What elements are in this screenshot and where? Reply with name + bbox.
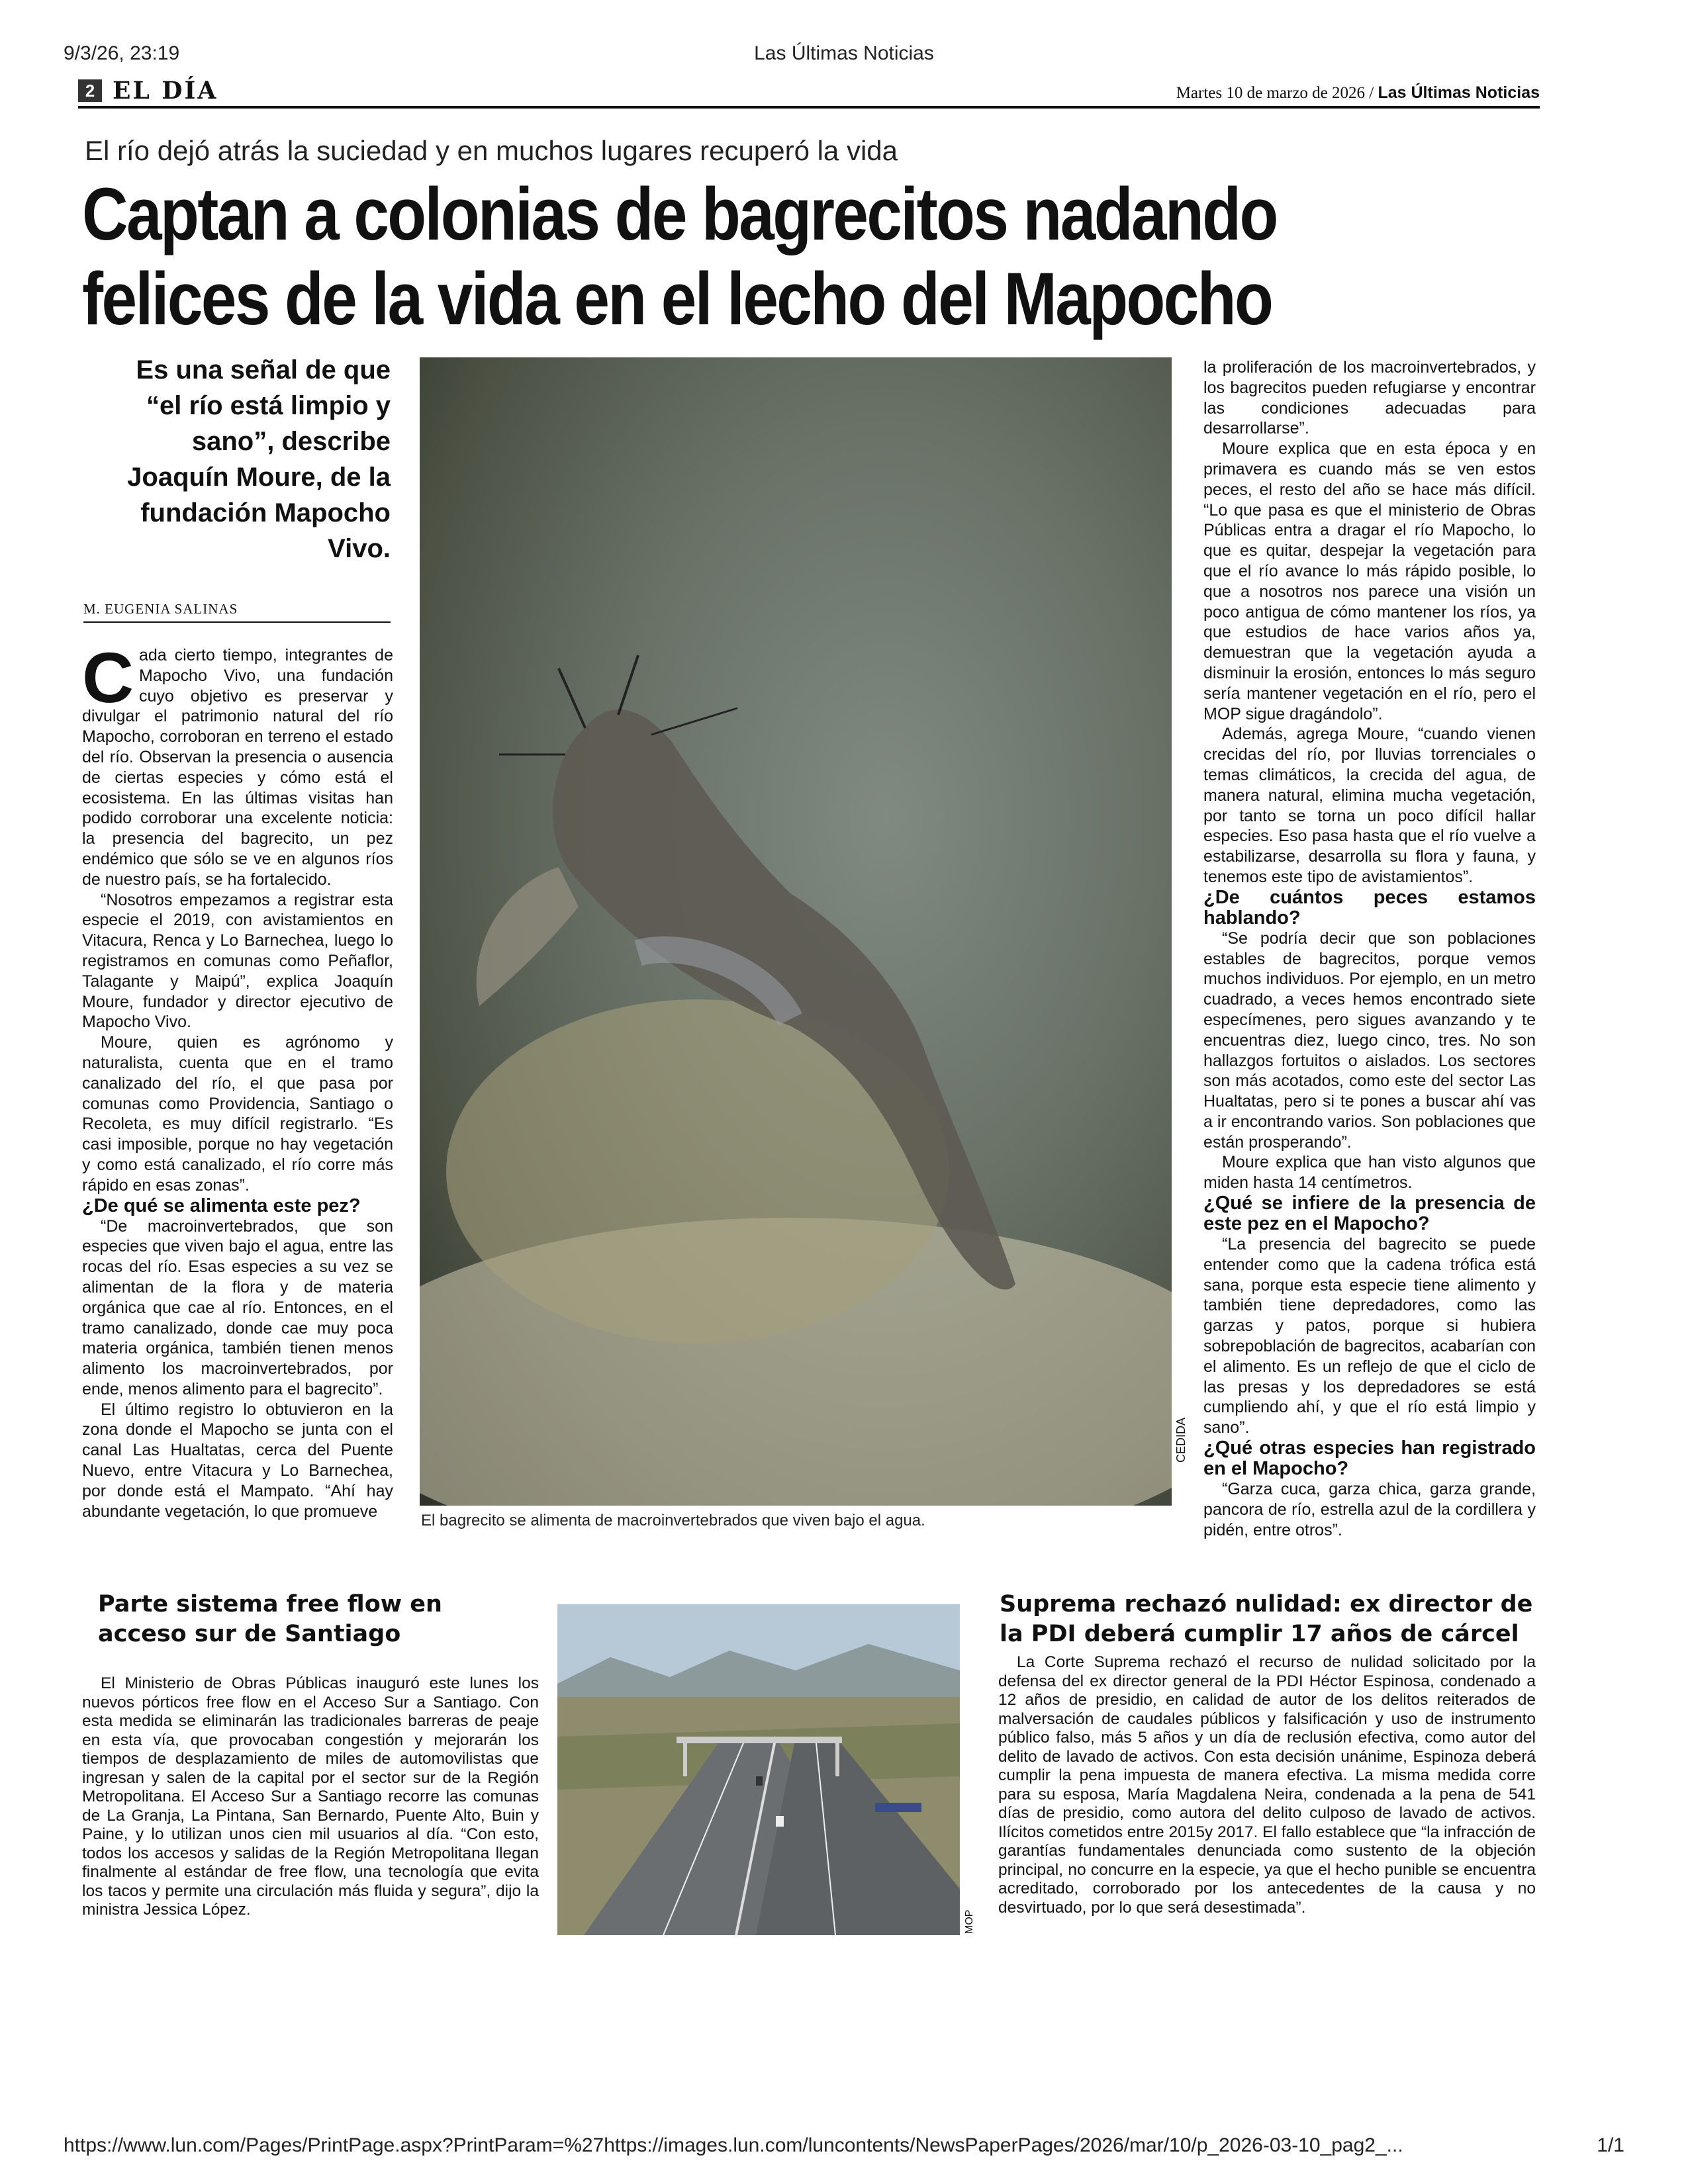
photo-credit: CEDIDA	[1174, 1417, 1188, 1463]
bagrecito-photo	[420, 357, 1172, 1506]
paragraph: Moure explica que han visto algunos que miden hasta 14 centímetros.	[1203, 1153, 1536, 1193]
question-heading: ¿Qué otras especies han registrado en el Mapocho?	[1203, 1437, 1536, 1480]
paragraph: “Garza cuca, garza chica, garza grande, pancora de río, estrella azul de la cordillera y pidén, entre otros”.	[1203, 1480, 1536, 1539]
article-column-left	[82, 645, 393, 1539]
highway-photo	[557, 1604, 960, 1935]
print-page-title: Las Últimas Noticias	[754, 42, 934, 64]
section-name: EL DÍA	[113, 77, 218, 105]
paragraph: “De macroinvertebrados, que son especies que viven bajo el agua, entre las rocas del río. Esas especies a su vez se alimentan de la flora y de materia orgánica que cae al río. Entonces, en el tramo canalizado, donde cae muy poca materia orgánica, también tienen menos alimento los macroinvertebrados, por ende, menos alimento para el bagrecito”.	[82, 1216, 393, 1398]
drop-cap: C	[82, 645, 134, 717]
paragraph: “La presencia del bagrecito se puede entender como que la cadena trófica está sana, porque esta especie tiene alimento y también tiene depredadores, como las garzas y patos, porque si hubiera sobrepoblación de bagrecitos, acabarían con el alimento. Es un reflejo de que el ciclo de las presas y los depredadores se está cumpliendo ahí, y que el río está limpio y sano”.	[1203, 1235, 1536, 1437]
issue-date: Martes 10 de marzo de 2026	[1176, 84, 1366, 102]
paragraph: Además, agrega Moure, “cuando vienen crecidas del río, por lluvias torrenciales o temas climáticos, la crecida del agua, de manera natural, elimina mucha vegetación, por tanto se torna un poco difícil hallar especies. Eso pasa hasta que el río vuelve a estabilizarse, desarrolla su flora y fauna, y tenemos este tipo de avistamientos”.	[1203, 725, 1536, 886]
masthead	[78, 78, 1540, 109]
print-page-count: 1/1	[1597, 2134, 1624, 2156]
print-url: https://www.lun.com/Pages/PrintPage.aspx?PrintParam=%27https://images.lun.com/luncontents/NewsPaperPages/2026/mar/10/p_2026-03-10_pag2_...	[64, 2134, 1403, 2156]
paper-name: Las Últimas Noticias	[1378, 83, 1540, 102]
paragraph: La Corte Suprema rechazó el recurso de nulidad solicitado por la defensa del ex director general de la PDI Héctor Espinosa, condenado a 12 años de presidio, en calidad de autor de los delitos reiterados de malversación de caudales públicos y falsificación y uso de instrumento público falso, más 5 años y un día de reclusión efectiva, como autor del delito de lavado de activos. Con esta decisión unánime, Espinoza deberá cumplir la pena impuesta de manera efectiva. La misma medida corre para su esposa, María Magdalena Neira, condenada a la pena de 541 días de presidio, como autora del delito culposo de lavado de activos. Ilícitos cometidos entre 2015y 2017. El fallo establece que “la infracción de garantías fundamentales denunciada como sustento de la objeción principal, no concurre en la especie, ya que el hecho punible se encuentra acreditado, corroborado por los antecedentes de la causa y no desvirtuado, por lo que será desestimada”.	[998, 1653, 1536, 1917]
paragraph: Moure explica que en esta época y en primavera es cuando más se ven estos peces, el resto del año se hace más difícil. “Lo que pasa es que el ministerio de Obras Públicas entra a dragar el río Mapocho, lo que es quitar, despejar la vegetación para que el río avance lo más rápido posible, lo que a nosotros nos parece una visión un poco antigua de cómo mantener los ríos, ya que estudios de hace varios años ya, demuestran que la vegetación ayuda a disminuir la erosión, entonces lo más seguro sería mantener vegetación en el río, pero el MOP sigue dragándolo”.	[1203, 439, 1536, 723]
paragraph: El último registro lo obtuvieron en la zona donde el Mapocho se junta con el canal Las Hualtatas, cerca del Puente Nuevo, entre Vitacura y Lo Barnechea, por donde está el Mampato. “Ahí hay abundante vegetación, lo que promueve	[82, 1400, 393, 1521]
photo-credit: MOP	[964, 1909, 975, 1934]
article-kicker: El río dejó atrás la suciedad y en muchos lugares recuperó la vida	[85, 135, 898, 166]
question-heading: ¿De cuántos peces estamos hablando?	[1203, 886, 1536, 929]
byline: M. EUGENIA SALINAS	[83, 601, 391, 623]
question-heading: ¿Qué se infiere de la presencia de este pez en el Mapocho?	[1203, 1193, 1536, 1235]
question-heading: ¿De qué se alimenta este pez?	[82, 1195, 361, 1216]
paragraph: “Nosotros empezamos a registrar esta especie el 2019, con avistamientos en Vitacura, Renca y Lo Barnechea, luego lo registramos en comunas como Peñaflor, Talagante y Maipú”, explica Joaquín Moure, fundador y director ejecutivo de Mapocho Vivo.	[82, 890, 393, 1032]
paragraph	[82, 645, 393, 890]
paragraph: la proliferación de los macroinvertebrados, y los bagrecitos pueden refugiarse y encontrar las condiciones adecuadas para desarrollarse”.	[1203, 358, 1536, 438]
page-number: 2	[78, 79, 102, 102]
photo-caption: El bagrecito se alimenta de macroinvertebrados que viven bajo el agua.	[421, 1512, 925, 1529]
headline-line-2: felices de la vida en el lecho del Mapocho	[82, 257, 1272, 340]
brief-suprema-title: Suprema rechazó nulidad: ex director de la PDI deberá cumplir 17 años de cárcel	[1000, 1591, 1533, 1647]
headline-line-1: Captan a colonias de bagrecitos nadando	[82, 173, 1277, 255]
paragraph-text: ada cierto tiempo, integrantes de Mapocho Vivo, una fundación cuyo objetivo es preservar y divulgar el patrimonio natural del río Mapocho, corroboran en terreno el estado del río. Observan la presencia o ausencia de ciertas especies y cómo está el ecosistema. En las últimas visitas han podido corroborar una excelente noticia: la presencia del bagrecito, un pez endémico que sólo se ve en algunos ríos de nuestro país, se ha fortalecido.	[82, 646, 393, 889]
article-column-right	[1203, 357, 1536, 1542]
dateline-separator: /	[1369, 84, 1374, 102]
brief-suprema-body	[998, 1653, 1536, 1964]
paragraph: El Ministerio de Obras Públicas inauguró este lunes los nuevos pórticos free flow en el Acceso Sur a Santiago. Con esta medida se eliminarán las tradicionales barreras de peaje en esta vía, que provocaban congestión y mejorarán los tiempos de desplazamiento de miles de automovilistas que ingresan y salen de la capital por el sector sur de la Región Metropolitana. El Acceso Sur a Santiago recorre las comunas de La Granja, La Pintana, San Bernardo, Puente Alto, Buin y Paine, y lo utilizan unos cien mil usuarios al día. “Con esto, todos los accesos y salidas de la Región Metropolitana llegan finalmente al estándar de free flow, una tecnología que evita los tacos y permite una circulación más fluida y segura”, dijo la ministra Jessica López.	[82, 1674, 539, 1919]
fish-illustration	[420, 357, 1172, 1506]
article-deck: Es una señal de que “el río está limpio y sano”, describe Joaquín Moure, de la fundación Mapocho Vivo.	[127, 355, 391, 563]
paragraph: Moure, quien es agrónomo y naturalista, cuenta que en el tramo canalizado del río, el que pasa por comunas como Providencia, Santiago o Recoleta, es muy difícil registrarlo. “Es casi imposible, porque no hay vegetación y como está canalizado, el río corre más rápido en esas zonas”.	[82, 1033, 393, 1195]
brief-freeflow-title: Parte sistema free flow en acceso sur de Santiago	[98, 1591, 442, 1647]
dateline	[1176, 83, 1540, 103]
highway-illustration	[557, 1604, 960, 1935]
print-datetime: 9/3/26, 23:19	[64, 42, 180, 64]
paragraph: “Se podría decir que son poblaciones estables de bagrecitos, porque vemos muchos individuos. Por ejemplo, en un metro cuadrado, a veces hemos encontrado siete especímenes, pero sigues avanzando y te encuentras diez, luego cinco, tres. No son hallazgos fortuitos o aislados. Los sectores son más acotados, como este del sector Las Hualtatas, pero si te pones a buscar ahí vas a ir encontrando varios. Son poblaciones que están prosperando”.	[1203, 929, 1536, 1152]
brief-freeflow-body	[82, 1674, 539, 1952]
